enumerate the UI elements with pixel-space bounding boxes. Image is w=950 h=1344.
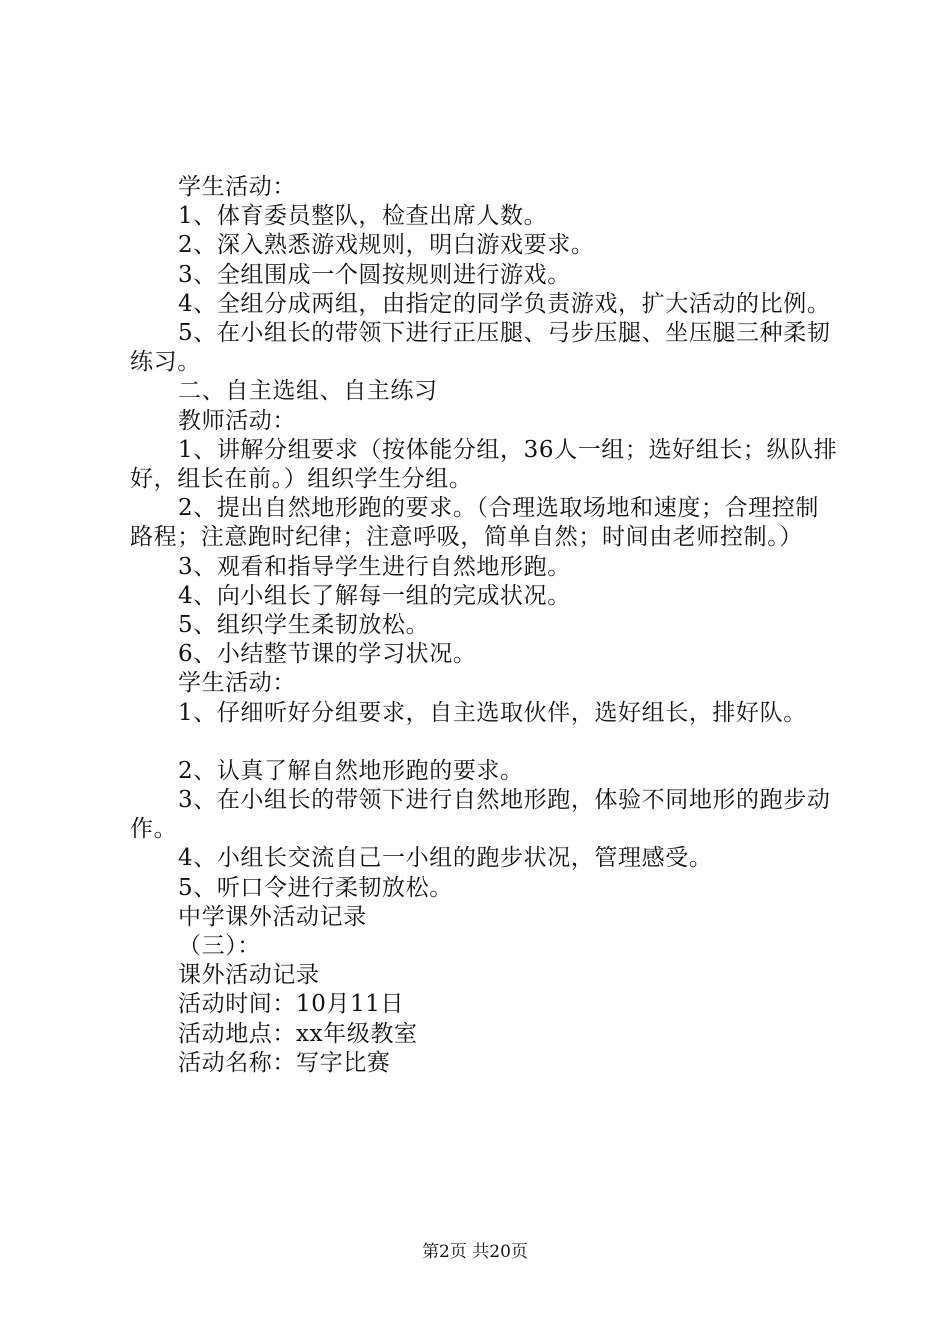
- activity-name: 活动名称：写字比赛: [178, 1049, 391, 1076]
- paragraph-item: 1、体育委员整队，检查出席人数。: [178, 203, 548, 230]
- paragraph-item: 4、向小组长了解每一组的完成状况。: [178, 582, 571, 609]
- record-subtitle: （三）：: [178, 933, 261, 960]
- paragraph-teacher-activity-heading: 教师活动：: [178, 407, 296, 434]
- paragraph-item: 5、在小组长的带领下进行正压腿、弓步压腿、坐压腿三种柔韧练习。: [130, 320, 831, 376]
- paragraph-student-activity-heading-1: 学生活动：: [178, 174, 296, 200]
- record-heading: 课外活动记录: [178, 962, 320, 989]
- paragraph-item: 1、讲解分组要求（按体能分组，36人一组；选好组长；纵队排好，组长在前。）组织学生分组。: [130, 436, 838, 493]
- paragraph-item: 4、全组分成两组，由指定的同学负责游戏，扩大活动的比例。: [178, 290, 831, 317]
- paragraph-item: 5、组织学生柔韧放松。: [178, 612, 430, 639]
- document-body: [130, 173, 840, 1078]
- activity-location: 活动地点：xx年级教室: [178, 1020, 418, 1047]
- paragraph-item: 1、仔细听好分组要求，自主选取伙伴，选好组长，排好队。: [178, 699, 807, 726]
- paragraph-item: 3、全组围成一个圆按规则进行游戏。: [178, 261, 571, 288]
- paragraph-item: 3、在小组长的带领下进行自然地形跑，体验不同地形的跑步动作。: [130, 787, 831, 843]
- paragraph-item: 2、认真了解自然地形跑的要求。: [178, 757, 524, 784]
- paragraph-item: 4、小组长交流自己一小组的跑步状况，管理感受。: [178, 845, 713, 872]
- page-number-footer: 第2页 共20页: [422, 1242, 528, 1262]
- paragraph-item: 2、深入熟悉游戏规则，明白游戏要求。: [178, 232, 595, 259]
- paragraph-item: 3、观看和指导学生进行自然地形跑。: [178, 553, 571, 580]
- paragraph-item: 5、听口令进行柔韧放松。: [178, 874, 453, 901]
- paragraph-item: 2、提出自然地形跑的要求。（合理选取场地和速度；合理控制路程；注意跑时纪律；注意呼吸，简单自然；时间由老师控制。）: [130, 495, 819, 551]
- blank-line: [130, 728, 840, 757]
- activity-time: 活动时间：10月11日: [178, 991, 405, 1018]
- paragraph-item: 6、小结整节课的学习状况。: [178, 641, 477, 668]
- section-heading: 二、自主选组、自主练习: [178, 378, 438, 405]
- paragraph-student-activity-heading-2: 学生活动：: [178, 670, 296, 697]
- record-title: 中学课外活动记录: [178, 903, 367, 930]
